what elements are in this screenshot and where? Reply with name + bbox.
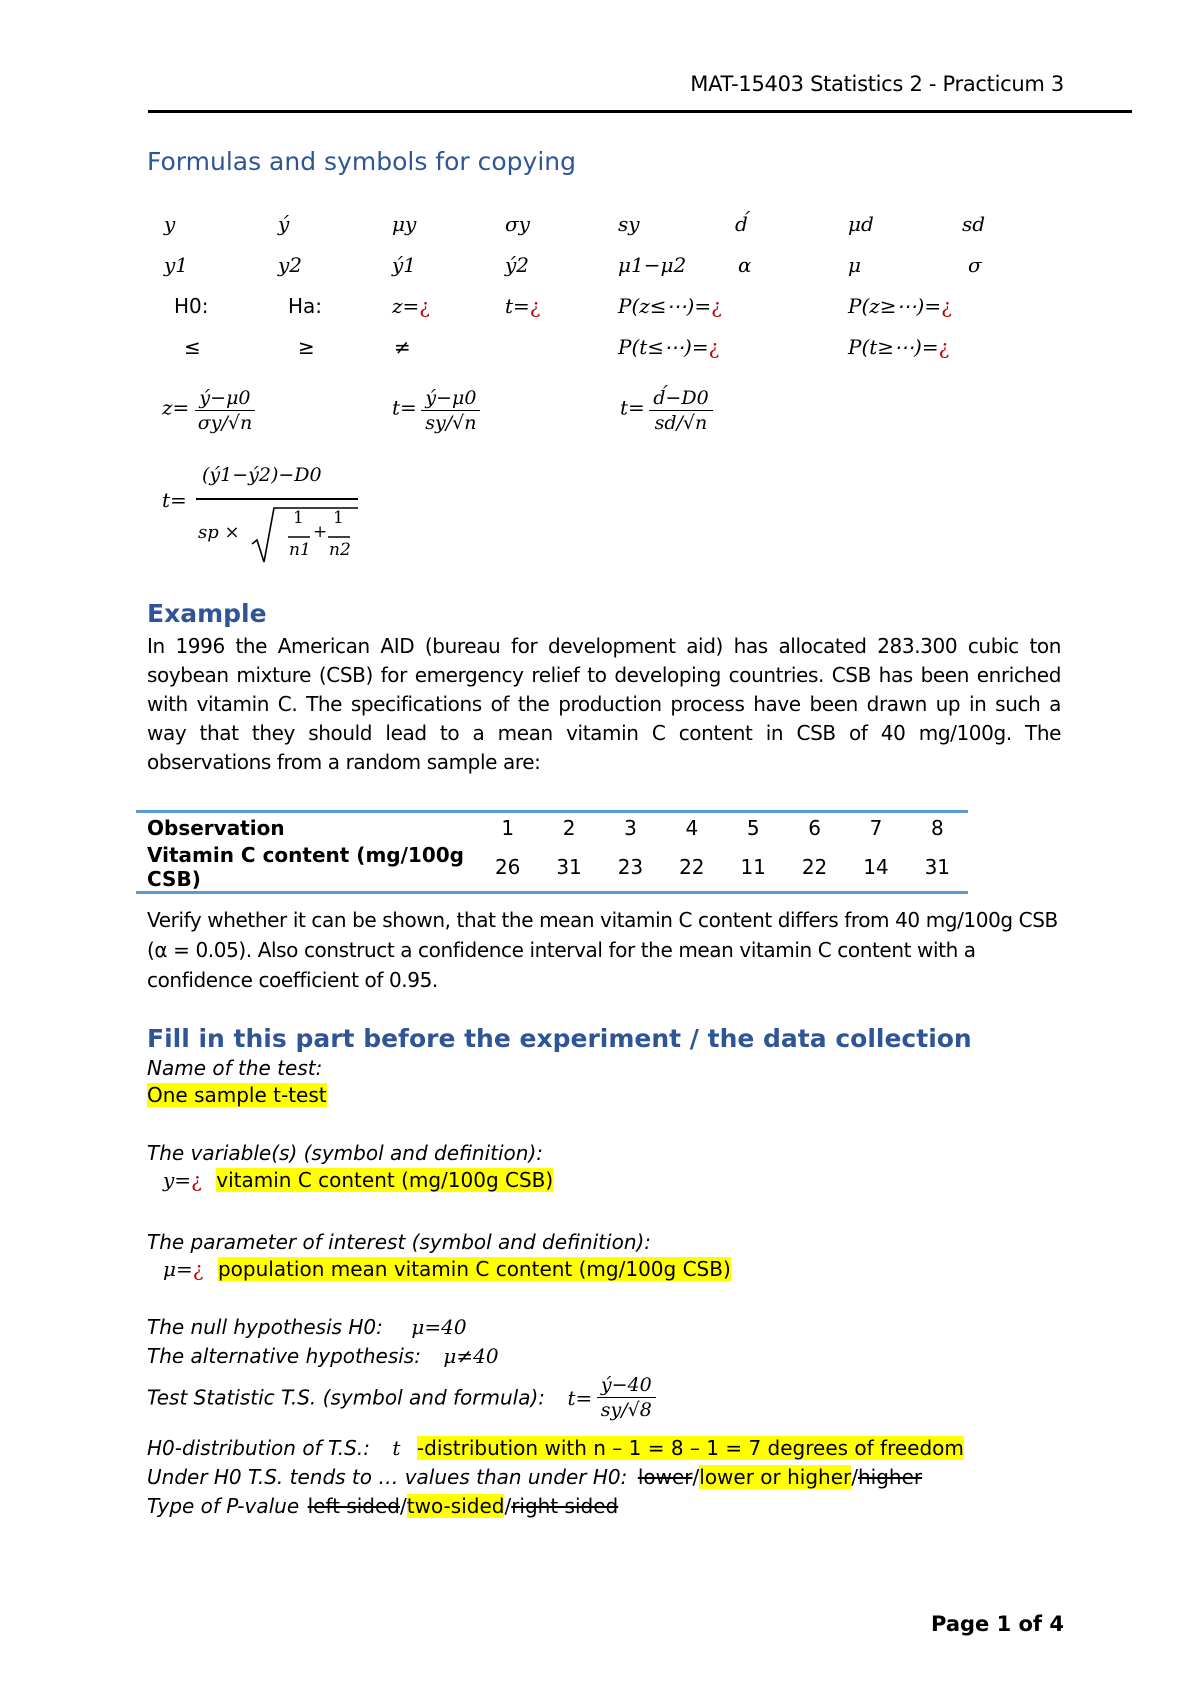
- header-title: MAT-15403 Statistics 2 - Practicum 3: [690, 72, 1064, 96]
- symbol-sigma: σ: [968, 253, 982, 277]
- table-cell: 6: [808, 816, 821, 840]
- symbol-pt-le: P(t≤⋯)=¿: [618, 335, 720, 359]
- table-cell: 23: [617, 855, 644, 879]
- test-statistic-lhs: t=: [567, 1385, 593, 1410]
- table-row: [136, 843, 968, 891]
- table-cell: 8: [930, 816, 944, 840]
- symbol-alpha: α: [738, 253, 752, 277]
- table-cell: 7: [869, 816, 883, 840]
- pvalue-label: Type of P-value: [147, 1494, 300, 1518]
- option-higher: higher: [858, 1465, 923, 1489]
- parameter-symbol: μ=¿: [163, 1257, 204, 1281]
- symbol-ge: ≥: [298, 335, 315, 359]
- formula-t: t= $\frac{ý-\mu 0}{sy/√n}$: [392, 386, 480, 435]
- symbol-ybar: ý: [278, 212, 290, 236]
- table-cell: 1: [501, 816, 515, 840]
- table-row: [136, 813, 968, 843]
- variable-label: The variable(s) (symbol and definition):: [147, 1141, 543, 1165]
- symbol-sigma-y: σy: [505, 212, 530, 236]
- option-left-sided: left sided: [307, 1494, 400, 1518]
- formula-z: z= $\frac{ý-\mu 0}{\sigma y/√n}$: [162, 386, 256, 435]
- formula-t-paired: t= $\frac{d́-D0}{sd/√n}$: [620, 386, 713, 435]
- page-number: Page 1 of 4: [931, 1612, 1064, 1636]
- option-lower-or-higher: lower or higher: [699, 1465, 852, 1489]
- distribution-row: [147, 1436, 964, 1460]
- table-cell: 4: [685, 816, 699, 840]
- symbol-y: y: [164, 212, 176, 236]
- null-hypothesis-row: [147, 1315, 467, 1339]
- test-name-value: One sample t-test: [147, 1083, 327, 1107]
- symbol-dbar: d́: [735, 212, 748, 236]
- alt-hypothesis-value: μ≠40: [443, 1344, 499, 1368]
- tendency-row: Under H0 T.S. tends to … values than under H0: lower/lower or higher/higher: [147, 1465, 923, 1489]
- pvalue-row: Type of P-value left sided/two-sided/right sided: [147, 1494, 619, 1518]
- page-header: [0, 72, 1200, 102]
- symbol-mu-d: μd: [848, 212, 874, 236]
- alt-hypothesis-label: The alternative hypothesis:: [147, 1344, 421, 1368]
- test-statistic-label: Test Statistic T.S. (symbol and formula):: [147, 1385, 546, 1410]
- parameter-label: The parameter of interest (symbol and definition):: [147, 1230, 652, 1254]
- formula-t-two-sample: t= (ý1−ý2)−D0 sp × 1 1 + n1 n2: [162, 468, 362, 568]
- fraction-bar: [196, 498, 358, 500]
- symbol-s-y: sy: [618, 212, 640, 236]
- symbol-h0: H0:: [174, 294, 209, 318]
- symbol-ha: Ha:: [288, 294, 323, 318]
- observation-table: [136, 810, 968, 894]
- parameter-row: [163, 1257, 731, 1281]
- table-cell: 3: [624, 816, 637, 840]
- variable-row: [163, 1168, 553, 1192]
- variable-symbol: y=¿: [163, 1168, 202, 1192]
- fill-heading: Fill in this part before the experiment / the data collection: [147, 1024, 972, 1053]
- table-cell: 31: [924, 855, 951, 879]
- test-statistic-row: [147, 1373, 656, 1422]
- symbol-pz-le: P(z≤⋯)=¿: [618, 294, 722, 318]
- symbol-y2: y2: [278, 253, 303, 277]
- option-right-sided: right sided: [511, 1494, 619, 1518]
- test-statistic-formula: $\frac{ý-40}{sy/√8}$: [597, 1373, 656, 1422]
- symbol-grid: [160, 212, 1060, 362]
- symbol-pt-ge: P(t≥⋯)=¿: [848, 335, 950, 359]
- symbol-y1: y1: [164, 253, 189, 277]
- symbol-ne: ≠: [394, 335, 411, 359]
- symbol-le: ≤: [184, 335, 201, 359]
- table-cell: 11: [740, 855, 766, 879]
- distribution-symbol: t: [392, 1436, 401, 1460]
- header-rule: [148, 110, 1132, 113]
- option-two-sided: two-sided: [406, 1494, 505, 1518]
- symbol-ybar1: ý1: [392, 253, 417, 277]
- null-hypothesis-value: μ=40: [411, 1315, 467, 1339]
- distribution-label: H0-distribution of T.S.:: [147, 1436, 370, 1460]
- example-heading: Example: [147, 599, 267, 628]
- symbol-mu-y: μy: [392, 212, 417, 236]
- null-hypothesis-label: The null hypothesis H0:: [147, 1315, 383, 1339]
- option-lower: lower: [637, 1465, 693, 1489]
- table-cell: 22: [679, 855, 705, 879]
- symbol-t-eq: t=¿: [505, 294, 541, 318]
- example-question: Verify whether it can be shown, that the mean vitamin C content differs from 40 mg/100g CSB (α = 0.05). Also construct a confidence interval for the mean vitamin C content with a confidence coefficient of 0.95.: [147, 908, 1058, 992]
- example-text: In 1996 the American AID (bureau for development aid) has allocated 283.300 cubic ton soybean mixture (CSB) for emergency relief to developing countries. CSB has been enriched with vitamin C. The specifications of the production process have been drawn up in such a way that they should lead to a mean vitamin C content in CSB of 40 mg/100g. The observations from a random sample are:: [147, 634, 1061, 774]
- parameter-value: population mean vitamin C content (mg/100g CSB): [217, 1257, 731, 1281]
- formulas-heading: Formulas and symbols for copying: [147, 147, 576, 176]
- row-label-observation: Observation: [147, 816, 285, 840]
- symbol-pz-ge: P(z≥⋯)=¿: [848, 294, 952, 318]
- distribution-value: -distribution with n – 1 = 8 – 1 = 7 degrees of freedom: [416, 1436, 964, 1460]
- table-cell: 14: [863, 855, 889, 879]
- symbol-s-d: sd: [962, 212, 986, 236]
- tendency-label: Under H0 T.S. tends to … values than under H0:: [147, 1465, 628, 1489]
- symbol-z-eq: z=¿: [392, 294, 431, 318]
- test-name-label: Name of the test:: [147, 1056, 323, 1080]
- table-cell: 5: [746, 816, 760, 840]
- symbol-mu-diff: μ1−μ2: [618, 253, 687, 277]
- table-cell: 26: [494, 855, 521, 879]
- table-cell: 22: [801, 855, 828, 879]
- table-cell: 2: [562, 816, 576, 840]
- symbol-mu: μ: [848, 253, 861, 277]
- table-cell: 31: [556, 855, 582, 879]
- alt-hypothesis-row: [147, 1344, 499, 1368]
- row-label-vitamin-c: Vitamin C content (mg/100g CSB): [147, 843, 464, 891]
- variable-value: vitamin C content (mg/100g CSB): [216, 1168, 554, 1192]
- symbol-ybar2: ý2: [505, 253, 530, 277]
